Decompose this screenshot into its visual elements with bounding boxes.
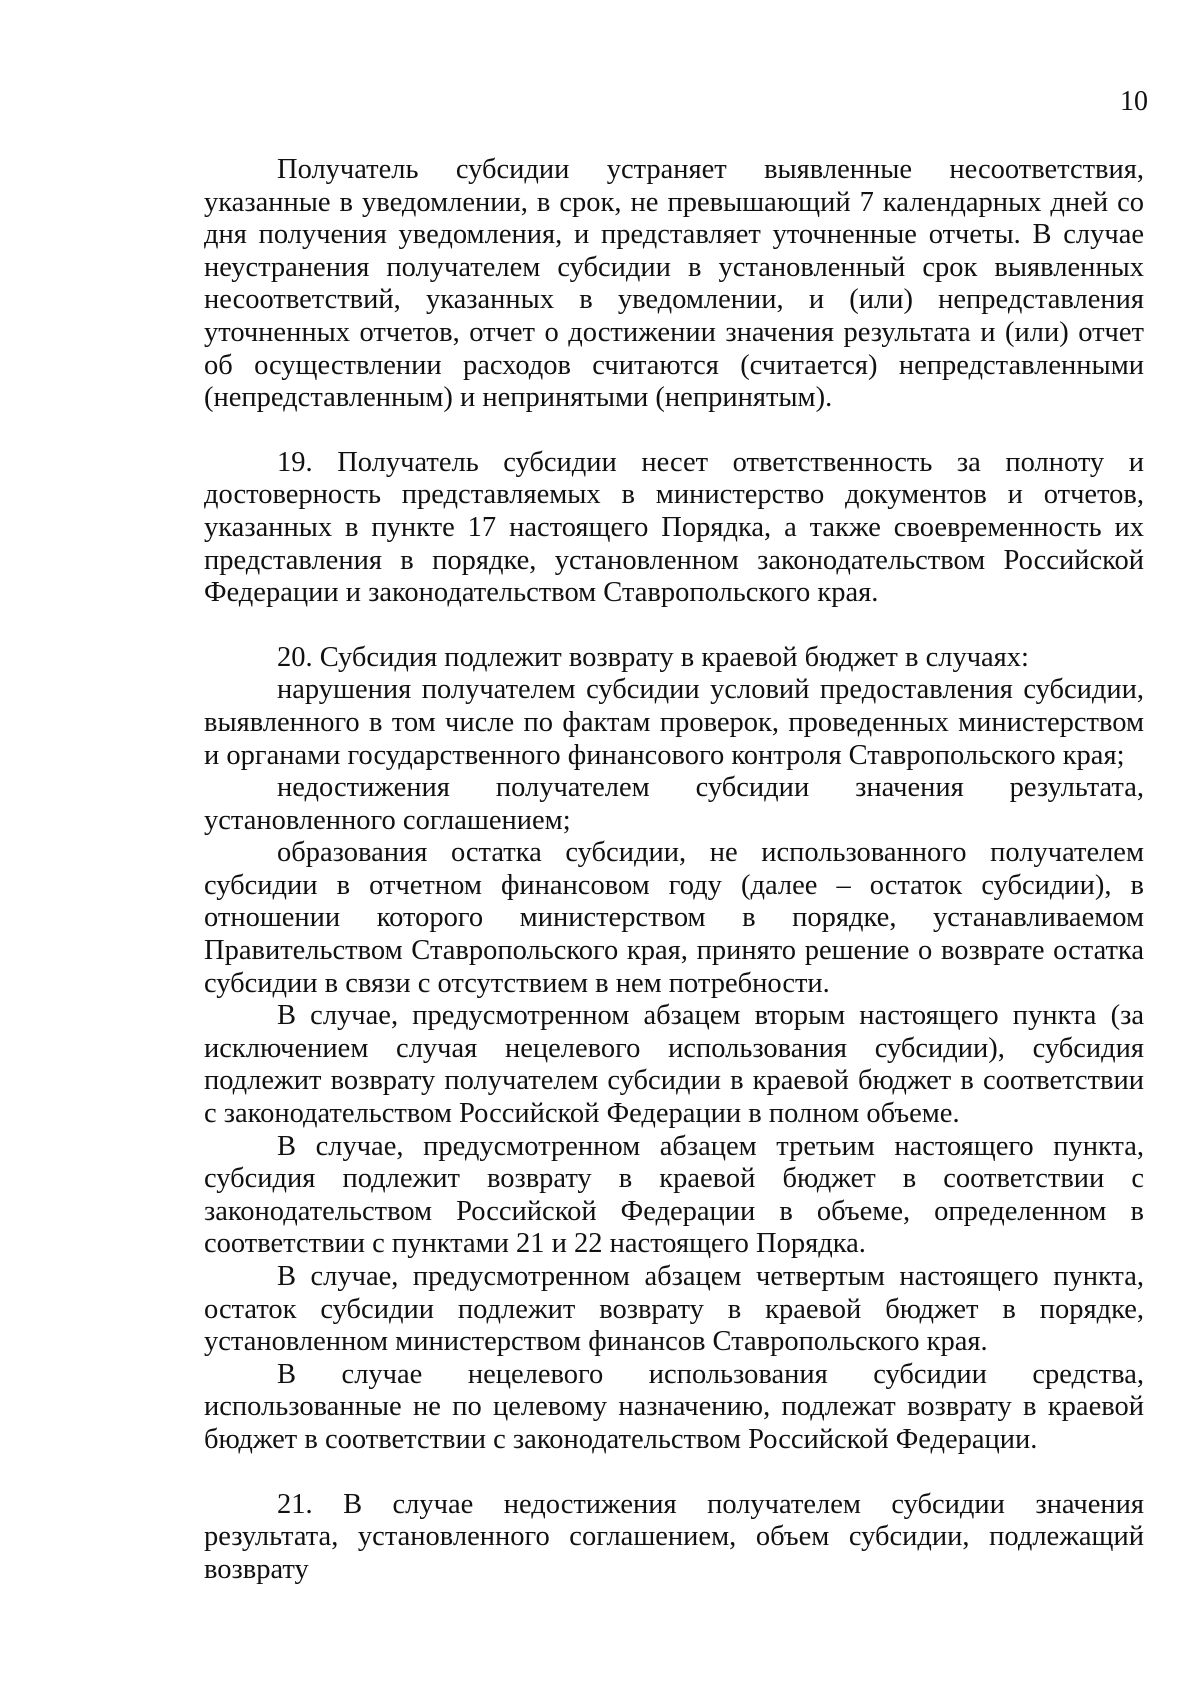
paragraph-item-21: 21. В случае недостижения получателем субсидии значения результата, установленного соглашением, объем субсидии, подлежащий возврату <box>204 1488 1144 1585</box>
paragraph-item-20-return-full: В случае, предусмотренном абзацем вторым настоящего пункта (за исключением случая нецелевого использования субсидии), субсидия подлежит возврату получателем субсидии в краевой бюджет в соответствии с законодательством Российской Федерации в полном объеме. <box>204 1000 1144 1130</box>
paragraph-item-20-return-partial: В случае, предусмотренном абзацем третьим настоящего пункта, субсидия подлежит возврату в краевой бюджет в соответствии с законодательством Российской Федерации в объеме, определенном в соответствии с пунктами 21 и 22 настоящего Порядка. <box>204 1130 1144 1260</box>
paragraph-item-19: 19. Получатель субсидии несет ответственность за полноту и достоверность представляемых в министерство документов и отчетов, указанных в пункте 17 настоящего Порядка, а также своевременность их представления в порядке, установленном законодательством Российской Федерации и законодательством Ставропольского края. <box>204 446 1144 609</box>
paragraph-item-20-return-remainder: В случае, предусмотренном абзацем четвертым настоящего пункта, остаток субсидии подлежит возврату в краевой бюджет в порядке, установленном министерством финансов Ставропольского края. <box>204 1261 1144 1358</box>
paragraph-item-20-case-violation: нарушения получателем субсидии условий предоставления субсидии, выявленного в том числе по фактам проверок, проведенных министерством и органами государственного финансового контроля Ставропольского края; <box>204 674 1144 771</box>
paragraph-notice-correction: Получатель субсидии устраняет выявленные несоответствия, указанные в уведомлении, в срок, не превышающий 7 календарных дней со дня получения уведомления, и представляет уточненные отчеты. В случае неустранения получателем субсидии в установленный срок выявленных несоответствий, указанных в уведомлении, и (или) непредставления уточненных отчетов, отчет о достижении значения результата и (или) отчет об осуществлении расходов считаются (считается) непредставленными (непредставленным) и непринятыми (непринятым). <box>204 154 1144 414</box>
paragraph-item-20-misuse: В случае нецелевого использования субсидии средства, использованные не по целевому назначению, подлежат возврату в краевой бюджет в соответствии с законодательством Российской Федерации. <box>204 1358 1144 1455</box>
page-number: 10 <box>1120 86 1148 117</box>
paragraph-item-20: 20. Субсидия подлежит возврату в краевой бюджет в случаях: <box>277 641 1029 673</box>
document-body <box>204 154 1144 1586</box>
paragraph-item-20-case-remainder: образования остатка субсидии, не использованного получателем субсидии в отчетном финансовом году (далее – остаток субсидии), в отношении которого министерством в порядке, устанавливаемом Правительством Ставропольского края, принято решение о возврате остатка субсидии в связи с отсутствием в нем потребности. <box>204 837 1144 999</box>
paragraph-item-20-case-result: недостижения получателем субсидии значения результата, установленного соглашением; <box>204 772 1144 836</box>
